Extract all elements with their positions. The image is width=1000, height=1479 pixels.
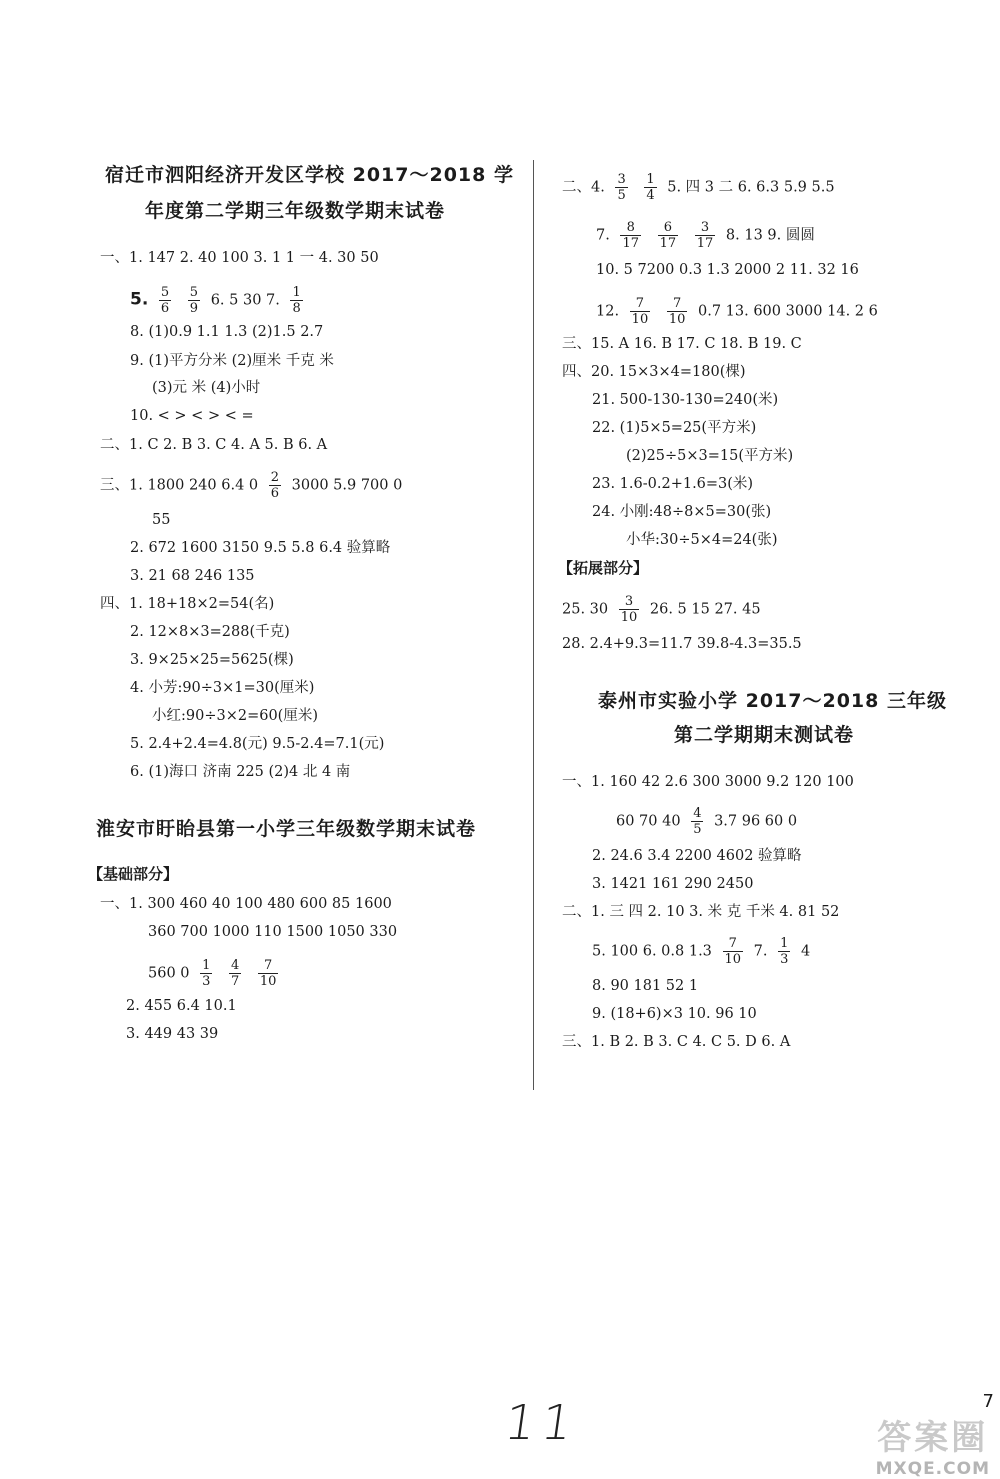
- answer-line: 9. (1)平方分米 (2)厘米 千克 米: [130, 353, 334, 369]
- fraction: $\frac{8}{17}$: [622, 220, 639, 251]
- answer-line: (2)25÷5×3=15(平方米): [626, 448, 794, 464]
- fraction: $\frac{1}{8}$: [292, 285, 301, 316]
- fraction: $\frac{5}{9}$: [189, 285, 199, 316]
- section-title: 泰州市实验小学 2017～2018 三年级: [598, 690, 947, 712]
- section-title: 淮安市盱眙县第一小学三年级数学期末试卷: [96, 818, 477, 840]
- fraction: $\frac{6}{17}$: [659, 220, 677, 251]
- answer-line: 22. (1)5×5=25(平方米): [592, 420, 757, 436]
- page-number: 7: [982, 1391, 994, 1412]
- answer-text: 60 70 40: [616, 813, 681, 830]
- answer-line: 二、1. 三 四 2. 10 3. 米 克 千米 4. 81 52: [562, 904, 840, 920]
- answer-line: [616, 806, 797, 837]
- fraction: $\frac{7}{10}$: [668, 296, 686, 327]
- fraction: $\frac{7}{10}$: [724, 936, 742, 967]
- answer-text: 560 0: [148, 965, 190, 982]
- section-title: 第二学期期末测试卷: [674, 724, 855, 746]
- answer-line: [596, 220, 815, 251]
- answer-line: 3. 449 43 39: [126, 1026, 219, 1042]
- answer-text: 3000 5.9 700 0: [291, 477, 403, 494]
- fraction: $\frac{7}{10}$: [259, 958, 277, 989]
- answer-line: 三、1. B 2. B 3. C 4. C 5. D 6. A: [562, 1034, 791, 1050]
- answer-line: 三、15. A 16. B 17. C 18. B 19. C: [562, 336, 802, 352]
- answer-line: 一、1. 160 42 2.6 300 3000 9.2 120 100: [562, 774, 854, 790]
- answer-line: 小红:90÷3×2=60(厘米): [152, 708, 318, 724]
- answer-line: 3. 21 68 246 135: [130, 568, 255, 584]
- answer-text: 7.: [753, 943, 768, 960]
- answer-line: [596, 296, 878, 327]
- handwritten-mark: 11: [501, 1395, 583, 1451]
- answer-text: 8. 13 9. 圆圆: [725, 227, 815, 244]
- fraction: $\frac{1}{3}$: [780, 936, 789, 967]
- answer-line: 28. 2.4+9.3=11.7 39.8-4.3=35.5: [562, 636, 802, 652]
- answer-line: 2. 455 6.4 10.1: [126, 998, 237, 1014]
- fraction: $\frac{4}{5}$: [693, 806, 702, 837]
- answer-line: 一、1. 147 2. 40 100 3. 1 1 一 4. 30 50: [100, 250, 379, 266]
- fraction: $\frac{3}{5}$: [617, 172, 626, 203]
- answer-line: 55: [152, 512, 171, 528]
- answer-line: [148, 958, 284, 989]
- section-tag: 【拓展部分】: [558, 559, 649, 577]
- answer-line: 24. 小刚:48÷8×5=30(张): [592, 504, 772, 520]
- fraction: $\frac{3}{17}$: [696, 220, 714, 251]
- answer-text: 5. 四 3 二 6. 6.3 5.9 5.5: [667, 179, 835, 196]
- answer-line: 二、1. C 2. B 3. C 4. A 5. B 6. A: [100, 437, 328, 453]
- section-title: 宿迁市泗阳经济开发区学校 2017～2018 学: [105, 164, 514, 186]
- answer-text: 5. 100 6. 0.8 1.3: [592, 943, 712, 960]
- answer-text: 3.7 96 60 0: [714, 813, 798, 830]
- answer-line: 四、20. 15×3×4=180(棵): [562, 364, 746, 380]
- fraction: $\frac{2}{6}$: [270, 470, 280, 501]
- answer-line: 4. 小芳:90÷3×1=30(厘米): [130, 680, 315, 696]
- watermark-logo: [876, 1410, 990, 1479]
- fraction: $\frac{7}{10}$: [631, 296, 649, 327]
- answer-line: 8. (1)0.9 1.1 1.3 (2)1.5 2.7: [130, 324, 324, 340]
- answer-line: [592, 936, 810, 967]
- answer-line: 四、1. 18+18×2=54(名): [100, 596, 275, 612]
- answer-text: 6. 5 30 7.: [210, 292, 280, 309]
- answer-line: 23. 1.6-0.2+1.6=3(米): [592, 476, 754, 492]
- watermark-text: 答案圈: [877, 1418, 989, 1458]
- answer-line: [562, 594, 761, 625]
- fraction: $\frac{4}{7}$: [231, 958, 240, 989]
- answer-line: 8. 90 181 52 1: [592, 978, 699, 994]
- answer-line: 小华:30÷5×4=24(张): [626, 532, 778, 548]
- watermark-site: MXQE.COM: [875, 1459, 990, 1479]
- answer-line: 9. (18+6)×3 10. 96 10: [592, 1006, 757, 1022]
- answer-text: 三、1. 1800 240 6.4 0: [100, 477, 259, 494]
- answer-line: 2. 672 1600 3150 9.5 5.8 6.4 验算略: [130, 540, 391, 556]
- answer-line: [562, 172, 835, 203]
- answer-line: 3. 1421 161 290 2450: [592, 876, 754, 892]
- answer-text: 7.: [596, 227, 610, 244]
- section-tag: 【基础部分】: [88, 865, 179, 883]
- answer-line: 360 700 1000 110 1500 1050 330: [148, 924, 398, 940]
- answer-line: 6. (1)海口 济南 225 (2)4 北 4 南: [130, 764, 351, 780]
- answer-text: 26. 5 15 27. 45: [649, 601, 761, 618]
- answer-line: 5. 2.4+2.4=4.8(元) 9.5-2.4=7.1(元): [130, 736, 385, 752]
- section-title: 年度第二学期三年级数学期末试卷: [145, 200, 446, 222]
- answer-line: 10. 5 7200 0.3 1.3 2000 2 11. 32 16: [596, 262, 859, 278]
- answer-line: 10. < > < > < =: [130, 408, 254, 424]
- answer-line: 21. 500-130-130=240(米): [592, 392, 779, 408]
- answer-text: 4: [801, 943, 811, 960]
- fraction: $\frac{1}{3}$: [202, 958, 211, 989]
- answer-text: 25. 30: [562, 601, 609, 618]
- answer-line: 2. 12×8×3=288(千克): [130, 624, 290, 640]
- column-divider: [533, 160, 534, 1090]
- answer-line: 3. 9×25×25=5625(棵): [130, 652, 294, 668]
- answer-line: (3)元 米 (4)小时: [152, 380, 261, 396]
- fraction: $\frac{3}{10}$: [620, 594, 638, 625]
- fraction: $\frac{5}{6}$: [160, 285, 170, 316]
- answer-line: [130, 285, 309, 316]
- fraction: $\frac{1}{4}$: [646, 172, 655, 203]
- answer-text: 0.7 13. 600 3000 14. 2 6: [697, 303, 878, 320]
- answer-text: 12.: [596, 303, 620, 320]
- answer-line: 一、1. 300 460 40 100 480 600 85 1600: [100, 896, 392, 912]
- answer-text: 二、4.: [562, 179, 605, 196]
- answer-line: [100, 470, 402, 501]
- item-number: 5.: [130, 289, 149, 310]
- answer-line: 2. 24.6 3.4 2200 4602 验算略: [592, 848, 802, 864]
